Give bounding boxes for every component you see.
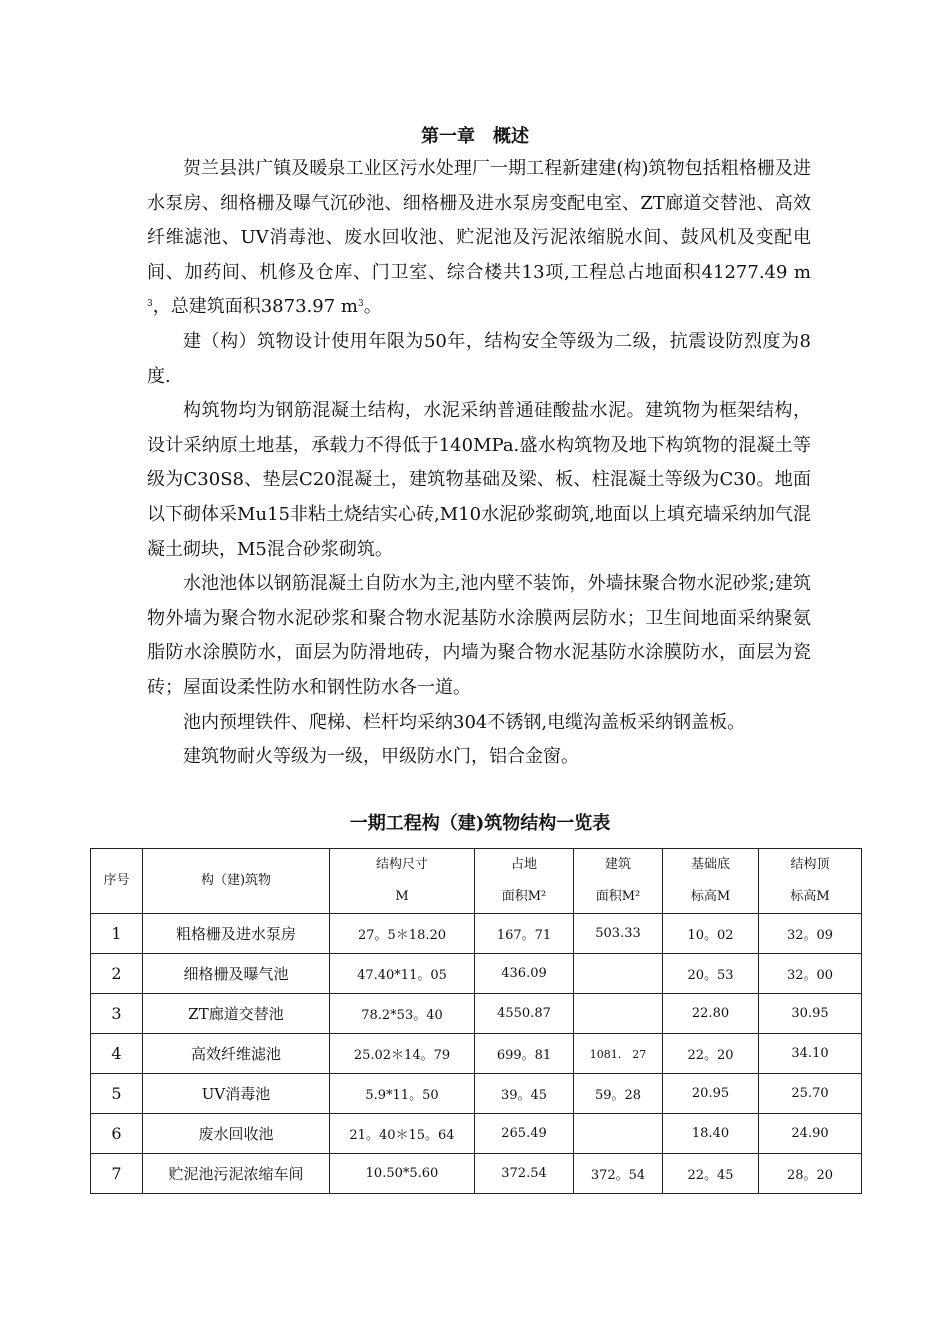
table-row — [91, 1154, 862, 1194]
dimension-cell: 21。40＊15。64 — [330, 1114, 475, 1154]
dimension-cell: 5.9*11。50 — [330, 1074, 475, 1114]
table-row — [91, 1114, 862, 1154]
table-row — [91, 914, 862, 954]
row-number: 4 — [91, 1034, 143, 1074]
paragraph-5: 池内预埋铁件、爬梯、栏杆均采纳304不锈钢,电缆沟盖板采纳钢盖板。 — [183, 711, 746, 733]
base-elevation-cell: 18.40 — [663, 1114, 759, 1154]
table-title: 一期工程构（建)筑物结构一览表 — [349, 813, 611, 834]
base-elevation-cell: 22。20 — [663, 1034, 759, 1074]
building-area-cell — [574, 994, 663, 1034]
table-row — [91, 1034, 862, 1074]
base-elevation-cell: 20.95 — [663, 1074, 759, 1114]
header-cell: 基础底 标高M — [663, 849, 759, 914]
top-elevation-cell: 25.70 — [759, 1074, 862, 1114]
top-elevation-cell: 32。00 — [759, 954, 862, 994]
structure-name: 粗格栅及进水泵房 — [143, 914, 330, 954]
header-cell: 结构顶 标高M — [759, 849, 862, 914]
header-cell: 序号 — [91, 849, 143, 914]
base-elevation-cell: 10。02 — [663, 914, 759, 954]
structure-name: 废水回收池 — [143, 1114, 330, 1154]
row-number: 1 — [91, 914, 143, 954]
top-elevation-cell: 30.95 — [759, 994, 862, 1034]
row-number: 6 — [91, 1114, 143, 1154]
header-cell: 结构尺寸 M — [330, 849, 475, 914]
paragraph-6: 建筑物耐火等级为一级，甲级防水门，铝合金窗。 — [183, 746, 579, 768]
structure-name: ZT廊道交替池 — [143, 994, 330, 1034]
building-area-cell — [574, 1114, 663, 1154]
paragraph-4: 水池池体以钢筋混凝土自防水为主,池内壁不装饰，外墙抹聚合物水泥砂浆;建筑物外墙为聚合物水泥砂浆和聚合物水泥基防水涂膜两层防水；卫生间地面采纳聚氨脂防水涂膜防水，面层为防滑地砖，内墙为聚合物水泥基防水涂膜防水，面层为瓷砖；屋面设柔性防水和钢性防水各一道。 — [147, 573, 811, 698]
land-area-cell: 265.49 — [475, 1114, 574, 1154]
chapter-title — [0, 125, 950, 149]
header-cell: 构（建)筑物 — [143, 849, 330, 914]
building-area-cell: 503.33 — [574, 914, 663, 954]
header-cell: 占地 面积M² — [475, 849, 574, 914]
structure-name: 细格栅及曝气池 — [143, 954, 330, 994]
row-number: 7 — [91, 1154, 143, 1194]
row-number: 2 — [91, 954, 143, 994]
dimension-cell: 27。5＊18.20 — [330, 914, 475, 954]
chapter-number: 第一章 — [421, 126, 475, 147]
table-header-row — [91, 849, 862, 914]
top-elevation-cell: 24.90 — [759, 1114, 862, 1154]
structure-name: 贮泥池污泥浓缩车间 — [143, 1154, 330, 1194]
body-text — [147, 152, 811, 775]
structure-name: UV消毒池 — [143, 1074, 330, 1114]
table-row — [91, 954, 862, 994]
paragraph-2: 建（构）筑物设计使用年限为50年，结构安全等级为二级，抗震设防烈度为8度. — [147, 330, 811, 387]
land-area-cell: 436.09 — [475, 954, 574, 994]
building-area-cell: 372。54 — [574, 1154, 663, 1194]
dimension-cell: 78.2*53。40 — [330, 994, 475, 1034]
building-area-cell — [574, 954, 663, 994]
land-area-cell: 699。81 — [475, 1034, 574, 1074]
header-cell: 建筑 面积M² — [574, 849, 663, 914]
base-elevation-cell: 20。53 — [663, 954, 759, 994]
table-row — [91, 994, 862, 1034]
building-area-cell: 59。28 — [574, 1074, 663, 1114]
dimension-cell: 47.40*11。05 — [330, 954, 475, 994]
structure-name: 高效纤维滤池 — [143, 1034, 330, 1074]
row-number: 5 — [91, 1074, 143, 1114]
dimension-cell: 10.50*5.60 — [330, 1154, 475, 1194]
paragraph-1: 贺兰县洪广镇及暖泉工业区污水处理厂一期工程新建建(构)筑物包括粗格栅及进水泵房、细格栅及曝气沉砂池、细格栅及进水泵房变配电室、ZT廊道交替池、高效纤维滤池、UV消毒池、废水回收池、贮泥池及污泥浓缩脱水间、鼓风机及变配电间、加药间、机修及仓库、门卫室、综合楼共13项,工程总占地面积41277.49 $m^3$，总建筑面积3873.97 $m^3$。 — [147, 158, 811, 318]
top-elevation-cell: 28。20 — [759, 1154, 862, 1194]
top-elevation-cell: 32。09 — [759, 914, 862, 954]
table-row — [91, 1074, 862, 1114]
row-number: 3 — [91, 994, 143, 1034]
chapter-name: 概述 — [493, 126, 529, 147]
land-area-cell: 39。45 — [475, 1074, 574, 1114]
base-elevation-cell: 22.80 — [663, 994, 759, 1034]
top-elevation-cell: 34.10 — [759, 1034, 862, 1074]
dimension-cell: 25.02＊14。79 — [330, 1034, 475, 1074]
structures-table — [90, 848, 862, 1194]
superscript: 3 — [357, 299, 364, 310]
superscript: 3 — [147, 299, 153, 310]
building-area-cell: 1081. 27 — [574, 1034, 663, 1074]
land-area-cell: 167。71 — [475, 914, 574, 954]
land-area-cell: 4550.87 — [475, 994, 574, 1034]
base-elevation-cell: 22。45 — [663, 1154, 759, 1194]
paragraph-3: 构筑物均为钢筋混凝土结构，水泥采纳普通硅酸盐水泥。建筑物为框架结构，设计采纳原土地基，承载力不得低于140MPa.盛水构筑物及地下构筑物的混凝土等级为C30S8、垫层C20混凝土，建筑物基础及梁、板、柱混凝土等级为C30。地面以下砌体采Mu15非粘土烧结实心砖,M10水泥砂浆砌筑,地面以上填充墙采纳加气混凝土砌块，M5混合砂浆砌筑。 — [147, 400, 811, 560]
land-area-cell: 372.54 — [475, 1154, 574, 1194]
